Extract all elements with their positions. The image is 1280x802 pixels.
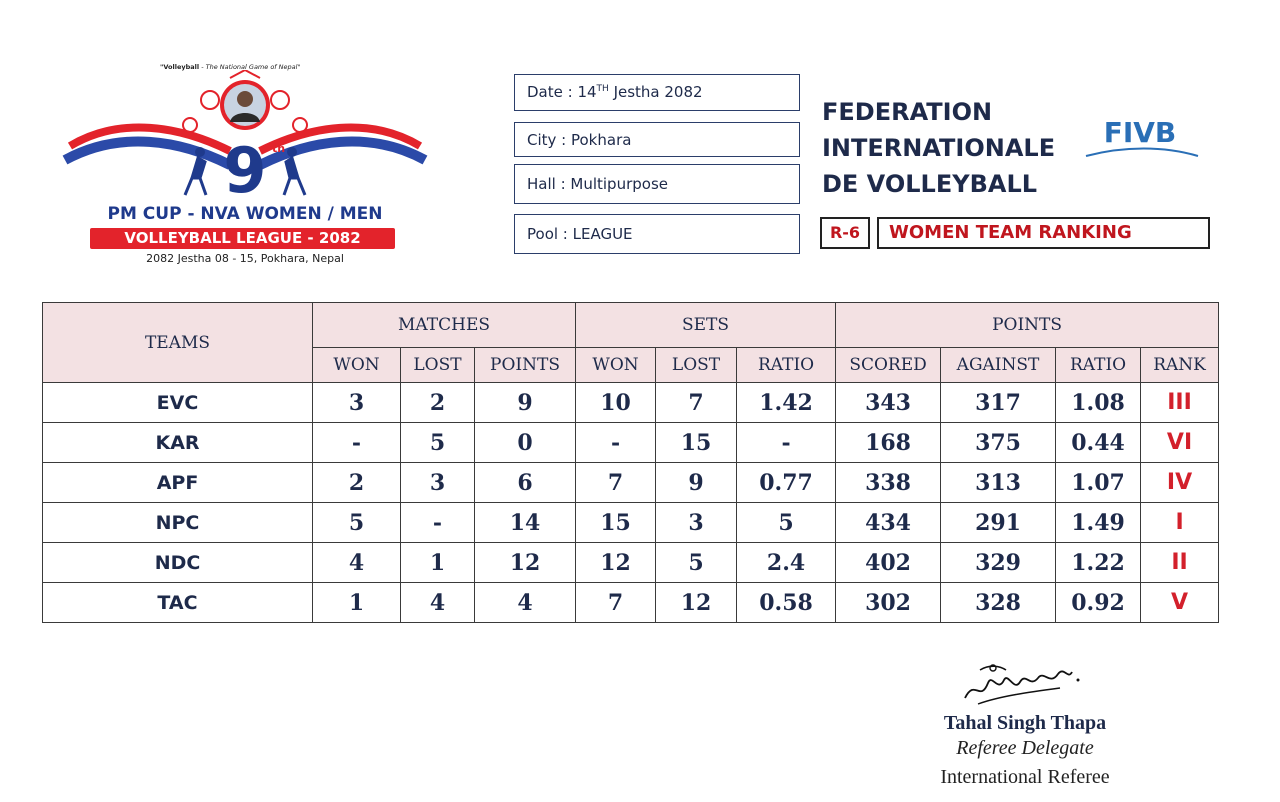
points-ratio: 1.07 — [1056, 463, 1141, 503]
matches-lost: 1 — [401, 543, 475, 583]
sets-lost: 5 — [656, 543, 737, 583]
federation-name: FEDERATION INTERNATIONALE DE VOLLEYBALL — [822, 98, 1056, 198]
points-against: 329 — [941, 543, 1056, 583]
sets-ratio: 0.77 — [737, 463, 836, 503]
header-teams: TEAMS — [43, 303, 313, 383]
points-scored: 343 — [836, 383, 941, 423]
sets-lost: 7 — [656, 383, 737, 423]
sets-won: - — [576, 423, 656, 463]
city-field: City : Pokhara — [514, 122, 800, 157]
matches-points: 14 — [475, 503, 576, 543]
matches-points: 12 — [475, 543, 576, 583]
points-scored: 302 — [836, 583, 941, 623]
sets-won: 12 — [576, 543, 656, 583]
matches-won: 2 — [313, 463, 401, 503]
sets-won: 7 — [576, 463, 656, 503]
logo-tagline: "Volleyball - The National Game of Nepal" — [160, 63, 301, 71]
ranking-table — [42, 302, 1219, 623]
pool-field: Pool : LEAGUE — [514, 214, 800, 254]
sets-lost: 15 — [656, 423, 737, 463]
sets-ratio: 2.4 — [737, 543, 836, 583]
points-against: 328 — [941, 583, 1056, 623]
subheader-matches-points: POINTS — [475, 348, 576, 383]
rank: V — [1141, 583, 1219, 623]
sets-ratio: 5 — [737, 503, 836, 543]
rank: IV — [1141, 463, 1219, 503]
subheader-sets-ratio: RATIO — [737, 348, 836, 383]
points-scored: 338 — [836, 463, 941, 503]
points-scored: 168 — [836, 423, 941, 463]
points-ratio: 1.49 — [1056, 503, 1141, 543]
header-sets: SETS — [576, 303, 836, 348]
subheader-points-against: AGAINST — [941, 348, 1056, 383]
logo-banner: VOLLEYBALL LEAGUE - 2082 — [90, 228, 395, 249]
subheader-sets-lost: LOST — [656, 348, 737, 383]
subheader-sets-won: WON — [576, 348, 656, 383]
matches-lost: 5 — [401, 423, 475, 463]
subheader-points-scored: SCORED — [836, 348, 941, 383]
signatory-title: International Referee — [940, 766, 1110, 788]
points-against: 375 — [941, 423, 1056, 463]
team-name: EVC — [43, 383, 313, 423]
team-name: NDC — [43, 543, 313, 583]
points-against: 291 — [941, 503, 1056, 543]
team-name: NPC — [43, 503, 313, 543]
header-matches: MATCHES — [313, 303, 576, 348]
fivb-logo-icon — [1084, 114, 1200, 162]
matches-lost: 4 — [401, 583, 475, 623]
sets-ratio: - — [737, 423, 836, 463]
points-ratio: 0.44 — [1056, 423, 1141, 463]
matches-won: 1 — [313, 583, 401, 623]
rank: III — [1141, 383, 1219, 423]
matches-points: 6 — [475, 463, 576, 503]
handwritten-signature — [960, 658, 1090, 708]
rank: I — [1141, 503, 1219, 543]
subheader-matches-won: WON — [313, 348, 401, 383]
sets-won: 7 — [576, 583, 656, 623]
team-name: TAC — [43, 583, 313, 623]
rank: VI — [1141, 423, 1219, 463]
points-scored: 402 — [836, 543, 941, 583]
points-ratio: 1.22 — [1056, 543, 1141, 583]
team-name: KAR — [43, 423, 313, 463]
sets-lost: 3 — [656, 503, 737, 543]
sets-won: 10 — [576, 383, 656, 423]
subheader-points-ratio: RATIO — [1056, 348, 1141, 383]
sets-lost: 9 — [656, 463, 737, 503]
table-row — [43, 543, 1219, 583]
signatory-role: Referee Delegate — [956, 737, 1094, 759]
matches-points: 9 — [475, 383, 576, 423]
sets-won: 15 — [576, 503, 656, 543]
matches-won: 5 — [313, 503, 401, 543]
table-row — [43, 423, 1219, 463]
hall-field: Hall : Multipurpose — [514, 164, 800, 204]
matches-lost: 3 — [401, 463, 475, 503]
ranking-title: WOMEN TEAM RANKING — [877, 217, 1210, 249]
points-ratio: 1.08 — [1056, 383, 1141, 423]
sets-lost: 12 — [656, 583, 737, 623]
subheader-matches-lost: LOST — [401, 348, 475, 383]
points-ratio: 0.92 — [1056, 583, 1141, 623]
table-row — [43, 583, 1219, 623]
matches-lost: - — [401, 503, 475, 543]
rank: II — [1141, 543, 1219, 583]
matches-won: - — [313, 423, 401, 463]
header-points: POINTS — [836, 303, 1219, 348]
signatory-name: Tahal Singh Thapa — [943, 712, 1107, 734]
logo-emblem-graphic — [60, 70, 430, 205]
ranking-code: R-6 — [820, 217, 870, 249]
sets-ratio: 1.42 — [737, 383, 836, 423]
subheader-rank: RANK — [1141, 348, 1219, 383]
matches-points: 0 — [475, 423, 576, 463]
sets-ratio: 0.58 — [737, 583, 836, 623]
table-row — [43, 383, 1219, 423]
team-name: APF — [43, 463, 313, 503]
fivb-logo-text: FIVB — [1103, 116, 1177, 149]
matches-won: 4 — [313, 543, 401, 583]
table-row — [43, 503, 1219, 543]
svg-text:9: 9 — [223, 134, 267, 205]
points-against: 313 — [941, 463, 1056, 503]
event-logo — [60, 60, 430, 270]
points-scored: 434 — [836, 503, 941, 543]
logo-title: PM CUP - NVA WOMEN / MEN — [107, 204, 383, 224]
matches-lost: 2 — [401, 383, 475, 423]
matches-points: 4 — [475, 583, 576, 623]
table-row — [43, 463, 1219, 503]
matches-won: 3 — [313, 383, 401, 423]
logo-dates: 2082 Jestha 08 - 15, Pokhara, Nepal — [146, 252, 344, 265]
date-field: Date : 14TH Jestha 2082 — [514, 74, 800, 111]
svg-text:th: th — [272, 142, 286, 155]
points-against: 317 — [941, 383, 1056, 423]
